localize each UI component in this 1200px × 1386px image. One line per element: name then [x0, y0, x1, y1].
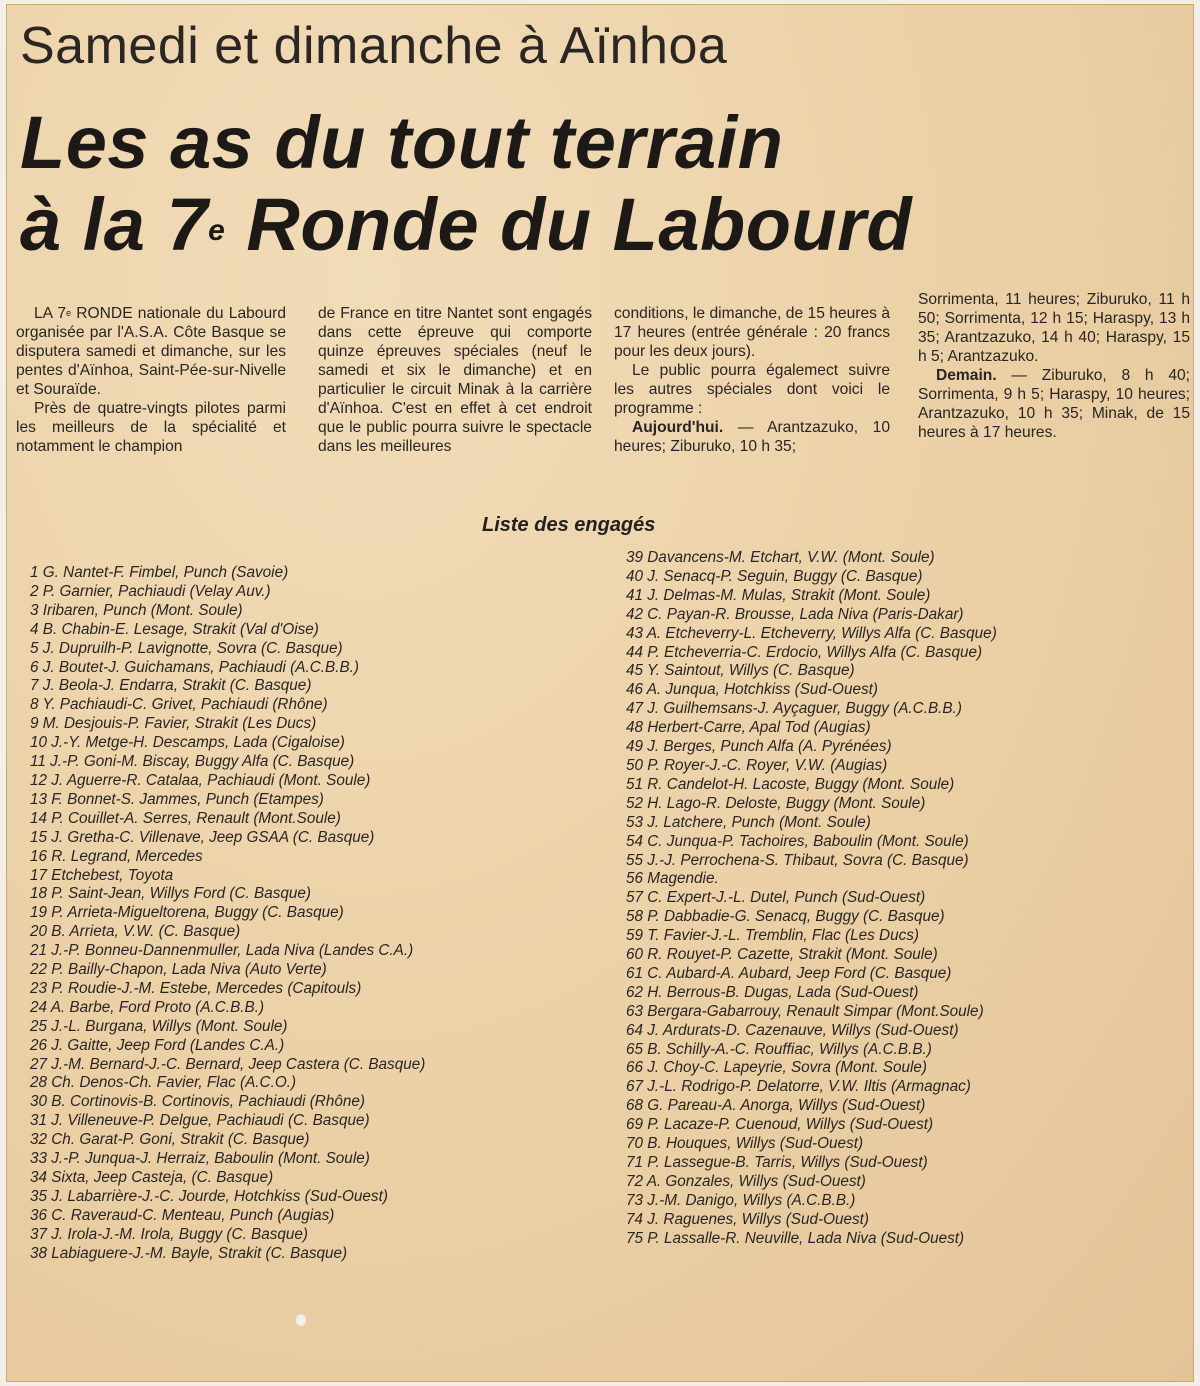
entrant-right-entry: 57 C. Expert-J.-L. Dutel, Punch (Sud-Ouest): [626, 889, 926, 907]
entrant-right-entry: 43 A. Etcheverry-L. Etcheverry, Willys Alfa (C. Basque): [626, 624, 997, 642]
col2-paragraph: de France en titre Nantet sont engagés dans cette épreuve qui comporte quinze épreuves spéciales (neuf le samedi et six le dimanche) et en particulier le circuit Minak à la carrière d'Aïnhoa. C'est en effet à cet endroit que le public pourra suivre le spectacle dans les meilleures: [318, 305, 592, 455]
entrant-left-entry: 10 J.-Y. Metge-H. Descamps, Lada (Cigaloise): [30, 734, 345, 752]
entrant-left-entry: 13 F. Bonnet-S. Jammes, Punch (Etampes): [30, 790, 324, 808]
col3-paragraph-1: conditions, le dimanche, de 15 heures à 17 heures (entrée générale : 20 francs pour les deux jours).: [614, 305, 890, 360]
entrant-left-entry: 3 Iribaren, Punch (Mont. Soule): [30, 601, 243, 619]
entrant-right-entry: 47 J. Guilhemsans-J. Ayçaguer, Buggy (A.C.B.B.): [626, 700, 962, 718]
paper-hole: [296, 1314, 306, 1326]
entrant-left-entry: 31 J. Villeneuve-P. Delgue, Pachiaudi (C. Basque): [30, 1112, 370, 1130]
col3-paragraph-3: [614, 418, 890, 456]
col3-paragraph-2: Le public pourra égalemect suivre les autres spéciales dont voici le programme :: [614, 362, 890, 417]
entrant-left-entry: 26 J. Gaitte, Jeep Ford (Landes C.A.): [30, 1036, 285, 1054]
entrant-right-entry: 44 P. Etcheverria-C. Erdocio, Willys Alfa (C. Basque): [626, 643, 983, 661]
entrant-right-entry: 42 C. Payan-R. Brousse, Lada Niva (Paris-Dakar): [626, 605, 964, 623]
article-column-1: [16, 304, 286, 456]
entrant-left-entry: 27 J.-M. Bernard-J.-C. Bernard, Jeep Castera (C. Basque): [30, 1055, 426, 1073]
entrant-right-entry: 72 A. Gonzales, Willys (Sud-Ouest): [626, 1172, 866, 1190]
entrant-right-entry: 60 R. Rouyet-P. Cazette, Strakit (Mont. Soule): [626, 946, 938, 964]
entrants-list-title: Liste des engagés: [482, 514, 656, 536]
col4-paragraph-1: Sorrimenta, 11 heures; Ziburuko, 11 h 50; Sorrimenta, 12 h 15; Haraspy, 13 h 35; Arantzazuko, 14 h 40; Haraspy, 15 h 5; Arantzazuko.: [918, 291, 1190, 365]
entrant-left-entry: 1 G. Nantet-F. Fimbel, Punch (Savoie): [30, 564, 289, 581]
entrant-left-entry: 17 Etchebest, Toyota: [30, 866, 174, 884]
entrant-left-entry: 19 P. Arrieta-Migueltorena, Buggy (C. Basque): [30, 904, 344, 922]
entrant-left-entry: 33 J.-P. Junqua-J. Herraiz, Baboulin (Mont. Soule): [30, 1150, 370, 1168]
entrant-left-entry: 9 M. Desjouis-P. Favier, Strakit (Les Ducs): [30, 715, 317, 733]
entrant-left-entry: 16 R. Legrand, Mercedes: [30, 847, 203, 865]
entrant-right-entry: 64 J. Ardurats-D. Cazenauve, Willys (Sud-Ouest): [626, 1021, 959, 1039]
entrants-list-right: [626, 549, 997, 1249]
entrant-right-entry: 49 J. Berges, Punch Alfa (A. Pyrénées): [626, 738, 892, 756]
col1-paragraph-2: Près de quatre-vingts pilotes parmi les meilleurs de la spécialité et notamment le champion: [16, 400, 286, 455]
entrant-right-entry: 69 P. Lacaze-P. Cuenoud, Willys (Sud-Ouest): [626, 1116, 934, 1134]
entrant-right-entry: 70 B. Houques, Willys (Sud-Ouest): [626, 1135, 864, 1153]
headline-line-1: Les as du tout terrain: [20, 101, 784, 184]
entrant-right-entry: 39 Davancens-M. Etchart, V.W. (Mont. Soule): [626, 549, 935, 566]
entrant-right-entry: 67 J.-L. Rodrigo-P. Delatorre, V.W. Iltis (Armagnac): [626, 1078, 971, 1096]
col1-text-b: RONDE nationale du Labourd organisée par l'A.S.A. Côte Basque se disputera samedi et dimanche, sur les pentes d'Aïnhoa, Saint-Pée-sur-Nivelle et Souraïde.: [16, 305, 287, 398]
col1-sup: e: [66, 308, 72, 318]
entrant-left-entry: 12 J. Aguerre-R. Catalaa, Pachiaudi (Mont. Soule): [30, 771, 371, 789]
entrant-right-entry: 51 R. Candelot-H. Lacoste, Buggy (Mont. Soule): [626, 775, 955, 793]
col1-text-a: LA 7: [34, 305, 67, 322]
headline-line-2-sup: e: [208, 214, 226, 247]
entrant-left-entry: 38 Labiaguere-J.-M. Bayle, Strakit (C. Basque): [30, 1244, 348, 1262]
entrant-left-entry: 14 P. Couillet-A. Serres, Renault (Mont.Soule): [30, 809, 341, 827]
entrant-right-entry: 45 Y. Saintout, Willys (C. Basque): [626, 662, 855, 680]
entrant-right-entry: 66 J. Choy-C. Lapeyrie, Sovra (Mont. Soule): [626, 1059, 927, 1077]
entrant-left-entry: 21 J.-P. Bonneu-Dannenmuller, Lada Niva (Landes C.A.): [30, 942, 414, 960]
entrant-right-entry: 65 B. Schilly-A.-C. Rouffiac, Willys (A.C.B.B.): [626, 1040, 932, 1058]
entrant-right-entry: 40 J. Senacq-P. Seguin, Buggy (C. Basque): [626, 567, 923, 585]
headline-line-2-post: Ronde du Labourd: [225, 183, 913, 266]
headline-line-2-pre: à la 7: [20, 183, 209, 266]
entrant-right-entry: 75 P. Lassalle-R. Neuville, Lada Niva (Sud-Ouest): [626, 1229, 965, 1247]
entrant-left-entry: 15 J. Gretha-C. Villenave, Jeep GSAA (C. Basque): [30, 828, 375, 846]
entrant-right-entry: 63 Bergara-Gabarrouy, Renault Simpar (Mont.Soule): [626, 1002, 984, 1020]
entrant-right-entry: 55 J.-J. Perrochena-S. Thibaut, Sovra (C. Basque): [626, 851, 969, 869]
entrant-left-entry: 30 B. Cortinovis-B. Cortinovis, Pachiaudi (Rhône): [30, 1093, 365, 1111]
article-column-2: [318, 304, 592, 456]
entrants-list-left: [30, 564, 425, 1264]
entrant-left-entry: 28 Ch. Denos-Ch. Favier, Flac (A.C.O.): [30, 1074, 297, 1092]
entrant-left-entry: 24 A. Barbe, Ford Proto (A.C.B.B.): [30, 998, 265, 1016]
entrant-left-entry: 8 Y. Pachiaudi-C. Grivet, Pachiaudi (Rhône): [30, 696, 328, 714]
entrant-left-entry: 20 B. Arrieta, V.W. (C. Basque): [30, 923, 241, 941]
headline: [20, 102, 912, 266]
entrant-right-entry: 68 G. Pareau-A. Anorga, Willys (Sud-Ouest): [626, 1097, 926, 1115]
entrant-left-entry: 32 Ch. Garat-P. Goni, Strakit (C. Basque): [30, 1131, 310, 1149]
entrant-right-entry: 41 J. Delmas-M. Mulas, Strakit (Mont. Soule): [626, 586, 931, 604]
entrant-right-entry: 46 A. Junqua, Hotchkiss (Sud-Ouest): [626, 681, 878, 699]
entrant-left-entry: 34 Sixta, Jeep Casteja, (C. Basque): [30, 1169, 274, 1186]
col3-text: — Arantzazuko, 10 heures; Ziburuko, 10 h 35;: [614, 419, 890, 455]
entrant-left-entry: 7 J. Beola-J. Endarra, Strakit (C. Basque): [30, 677, 312, 695]
entrant-right-entry: 50 P. Royer-J.-C. Royer, V.W. (Augias): [626, 756, 888, 774]
entrant-right-entry: 58 P. Dabbadie-G. Senacq, Buggy (C. Basque): [626, 908, 945, 926]
article-column-3: [614, 304, 890, 456]
col4-label: Demain.: [936, 367, 997, 384]
entrant-left-entry: 5 J. Dupruilh-P. Lavignotte, Sovra (C. Basque): [30, 639, 343, 657]
entrant-left-entry: 35 J. Labarrière-J.-C. Jourde, Hotchkiss (Sud-Ouest): [30, 1187, 388, 1205]
entrant-left-entry: 22 P. Bailly-Chapon, Lada Niva (Auto Verte): [30, 961, 327, 979]
entrant-left-entry: 36 C. Raveraud-C. Menteau, Punch (Augias): [30, 1206, 335, 1224]
entrant-left-entry: 23 P. Roudie-J.-M. Estebe, Mercedes (Capitouls): [30, 979, 362, 997]
headline-line-2: [20, 184, 912, 266]
entrant-left-entry: 18 P. Saint-Jean, Willys Ford (C. Basque): [30, 885, 311, 903]
entrant-left-entry: 37 J. Irola-J.-M. Irola, Buggy (C. Basque): [30, 1225, 308, 1243]
entrant-left-entry: 25 J.-L. Burgana, Willys (Mont. Soule): [30, 1017, 288, 1035]
entrant-right-entry: 62 H. Berrous-B. Dugas, Lada (Sud-Ouest): [626, 983, 919, 1001]
entrant-left-entry: 2 P. Garnier, Pachiaudi (Velay Auv.): [30, 582, 271, 600]
entrant-right-entry: 56 Magendie.: [626, 870, 719, 888]
entrant-right-entry: 54 C. Junqua-P. Tachoires, Baboulin (Mont. Soule): [626, 832, 969, 850]
entrant-right-entry: 73 J.-M. Danigo, Willys (A.C.B.B.): [626, 1191, 856, 1209]
entrant-right-entry: 71 P. Lassegue-B. Tarris, Willys (Sud-Ouest): [626, 1154, 928, 1171]
article-column-4: [918, 290, 1190, 442]
col3-label: Aujourd'hui.: [632, 419, 724, 436]
entrant-right-entry: 53 J. Latchere, Punch (Mont. Soule): [626, 813, 871, 831]
col4-text: — Ziburuko, 8 h 40; Sorrimenta, 9 h 5; Haraspy, 10 heures; Arantzazuko, 10 h 35; Minak, de 15 heures à 17 heures.: [918, 367, 1190, 441]
kicker-title: Samedi et dimanche à Aïnhoa: [20, 17, 728, 75]
entrant-left-entry: 11 J.-P. Goni-M. Biscay, Buggy Alfa (C. Basque): [30, 753, 355, 771]
entrant-right-entry: 61 C. Aubard-A. Aubard, Jeep Ford (C. Basque): [626, 964, 952, 982]
col1-paragraph-1: [16, 304, 286, 399]
newspaper-clipping: [6, 4, 1194, 1382]
entrant-left-entry: 4 B. Chabin-E. Lesage, Strakit (Val d'Oise): [30, 620, 319, 638]
entrant-right-entry: 74 J. Raguenes, Willys (Sud-Ouest): [626, 1210, 870, 1228]
entrant-right-entry: 48 Herbert-Carre, Apal Tod (Augias): [626, 719, 871, 737]
entrant-left-entry: 6 J. Boutet-J. Guichamans, Pachiaudi (A.C.B.B.): [30, 658, 360, 676]
entrant-right-entry: 59 T. Favier-J.-L. Tremblin, Flac (Les Ducs): [626, 927, 919, 945]
col4-paragraph-2: [918, 366, 1190, 442]
entrant-right-entry: 52 H. Lago-R. Deloste, Buggy (Mont. Soule): [626, 794, 926, 812]
